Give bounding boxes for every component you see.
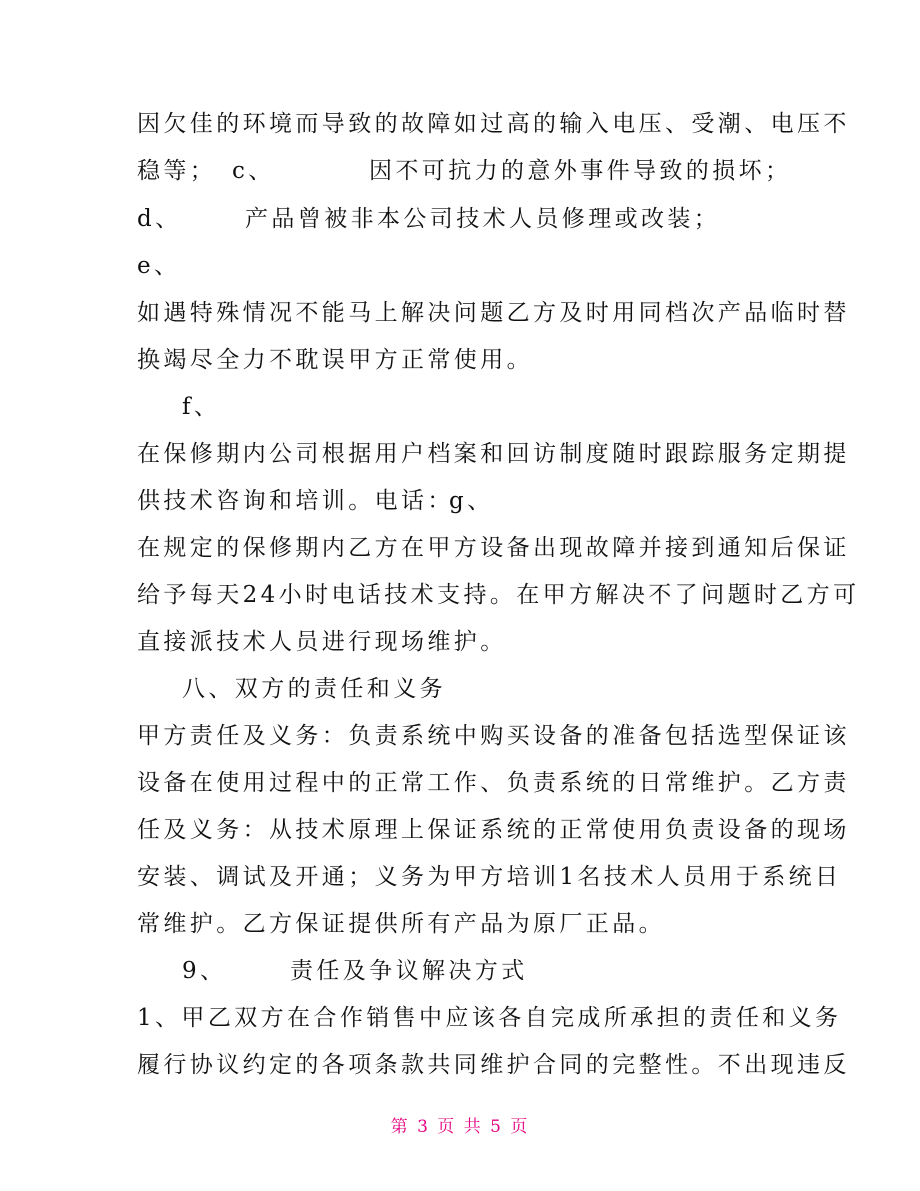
paragraph-line — [137, 156, 792, 186]
list-marker: d、 — [137, 206, 182, 232]
paragraph-line — [137, 204, 721, 234]
text-segment: 履行协议约定的各项条款共同维护合同的完整性。不出现违反 — [137, 1052, 850, 1078]
paragraph-line — [137, 533, 850, 563]
text-segment: 在保修期内公司根据用户档案和回访制度随时跟踪服务定期提 — [137, 441, 850, 467]
paragraph-line — [137, 298, 850, 328]
text-segment: 供技术咨询和培训。电话： — [137, 488, 454, 514]
text-segment: 设备在使用过程中的正常工作、负责系统的日常维护。乙方责 — [137, 770, 850, 796]
text-segment: 甲方责任及义务：负责系统中购买设备的准备包括选型保证该 — [137, 723, 850, 749]
list-marker: f、 — [182, 394, 221, 420]
list-marker: e、 — [137, 253, 181, 279]
text-segment: 稳等； — [137, 158, 217, 184]
text-segment: 如遇特殊情况不能马上解决问题乙方及时用同档次产品临时替 — [137, 300, 850, 326]
text-segment: 直接派技术人员进行现场维护。 — [137, 629, 507, 655]
paragraph-line — [137, 345, 533, 375]
page-number-label: 第 3 页 共 5 页 — [390, 1117, 530, 1137]
paragraph-line — [137, 721, 850, 751]
text-segment: 因不可抗力的意外事件导致的损坏； — [369, 158, 792, 184]
paragraph-line — [137, 768, 850, 798]
heading-text: 责任及争议解决方式 — [290, 958, 528, 984]
paragraph-line — [137, 1050, 850, 1080]
text-segment: 常维护。乙方保证提供所有产品为原厂正品。 — [137, 911, 665, 937]
list-marker: c、 — [232, 158, 275, 184]
paragraph-line — [137, 1003, 841, 1033]
list-marker: g、 — [449, 488, 494, 514]
paragraph-line — [137, 439, 850, 469]
paragraph-line — [182, 392, 220, 422]
text-segment: 因欠佳的环境而导致的故障如过高的输入电压、受潮、电压不 — [137, 111, 850, 137]
section-heading — [182, 956, 528, 986]
section-heading — [182, 674, 446, 704]
text-segment: 换竭尽全力不耽误甲方正常使用。 — [137, 347, 533, 373]
page-footer — [0, 1112, 920, 1137]
text-segment: 安装、调试及开通；义务为甲方培训1名技术人员用于系统日 — [137, 864, 842, 890]
paragraph-line — [137, 815, 850, 845]
paragraph-line — [137, 251, 180, 281]
heading-text: 八、双方的责任和义务 — [182, 676, 446, 702]
text-segment: 1、甲乙双方在合作销售中应该各自完成所承担的责任和义务 — [137, 1005, 842, 1031]
text-segment: 任及义务：从技术原理上保证系统的正常使用负责设备的现场 — [137, 817, 850, 843]
paragraph-line — [137, 580, 859, 610]
paragraph-line — [137, 109, 850, 139]
paragraph-line — [137, 627, 507, 657]
text-segment: 产品曾被非本公司技术人员修理或改装； — [245, 206, 721, 232]
text-segment: 在规定的保修期内乙方在甲方设备出现故障并接到通知后保证 — [137, 535, 850, 561]
paragraph-line — [137, 909, 665, 939]
text-segment: 给予每天24小时电话技术支持。在甲方解决不了问题时乙方可 — [137, 582, 860, 608]
paragraph-line — [137, 862, 841, 892]
paragraph-line — [137, 486, 494, 516]
list-marker: 9、 — [182, 958, 227, 984]
